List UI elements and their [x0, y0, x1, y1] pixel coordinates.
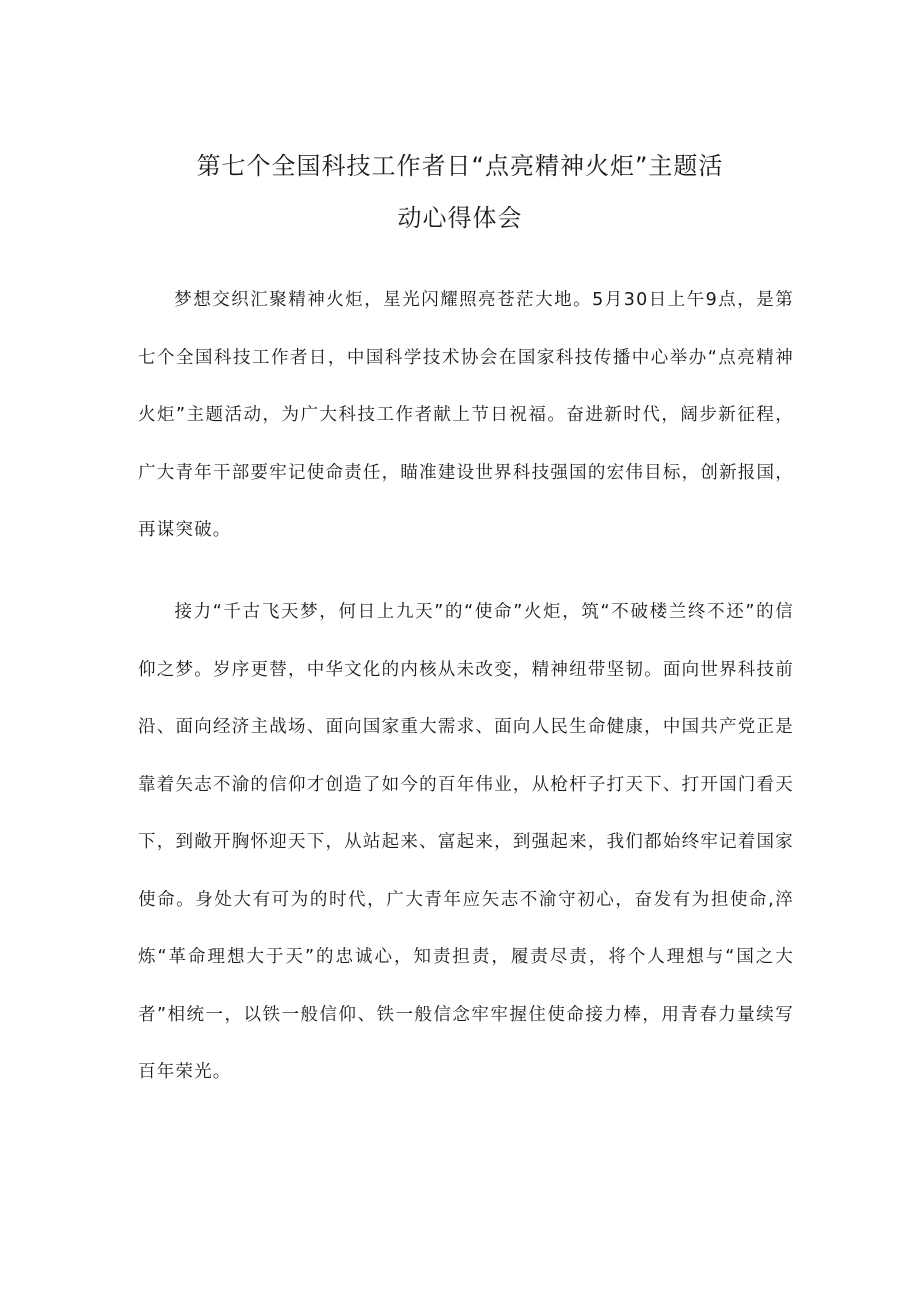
body-paragraph-2: [138, 584, 794, 1102]
title-line-2: 动心得体会: [397, 204, 523, 232]
document-title: [130, 140, 790, 244]
title-line-1: 第七个全国科技工作者日“点亮精神火炬”主题活: [196, 152, 724, 180]
paragraph-text: 梦想交织汇聚精神火炬，星光闪耀照亮苍茫大地。5月30日上午9点，是第七个全国科技工作者日，中国科学技术协会在国家科技传播中心举办“点亮精神火炬”主题活动，为广大科技工作者献上节日祝福。奋进新时代，阔步新征程，广大青年干部要牢记使命责任，瞄准建设世界科技强国的宏伟目标，创新报国，再谋突破。: [138, 290, 794, 540]
paragraph-text: 接力“千古飞天梦，何日上九天”的“使命”火炬，筑“不破楼兰终不还”的信仰之梦。岁序更替，中华文化的内核从未改变，精神纽带坚韧。面向世界科技前沿、面向经济主战场、面向国家重大需求、面向人民生命健康，中国共产党正是靠着矢志不渝的信仰才创造了如今的百年伟业，从枪杆子打天下、打开国门看天下，到敞开胸怀迎天下，从站起来、富起来，到强起来，我们都始终牢记着国家使命。身处大有可为的时代，广大青年应矢志不渝守初心，奋发有为担使命,淬炼“革命理想大于天”的忠诚心，知责担责，履责尽责，将个人理想与“国之大者”相统一，以铁一般信仰、铁一般信念牢牢握住使命接力棒，用青春力量续写百年荣光。: [138, 602, 794, 1082]
body-paragraph-1: [138, 272, 794, 560]
